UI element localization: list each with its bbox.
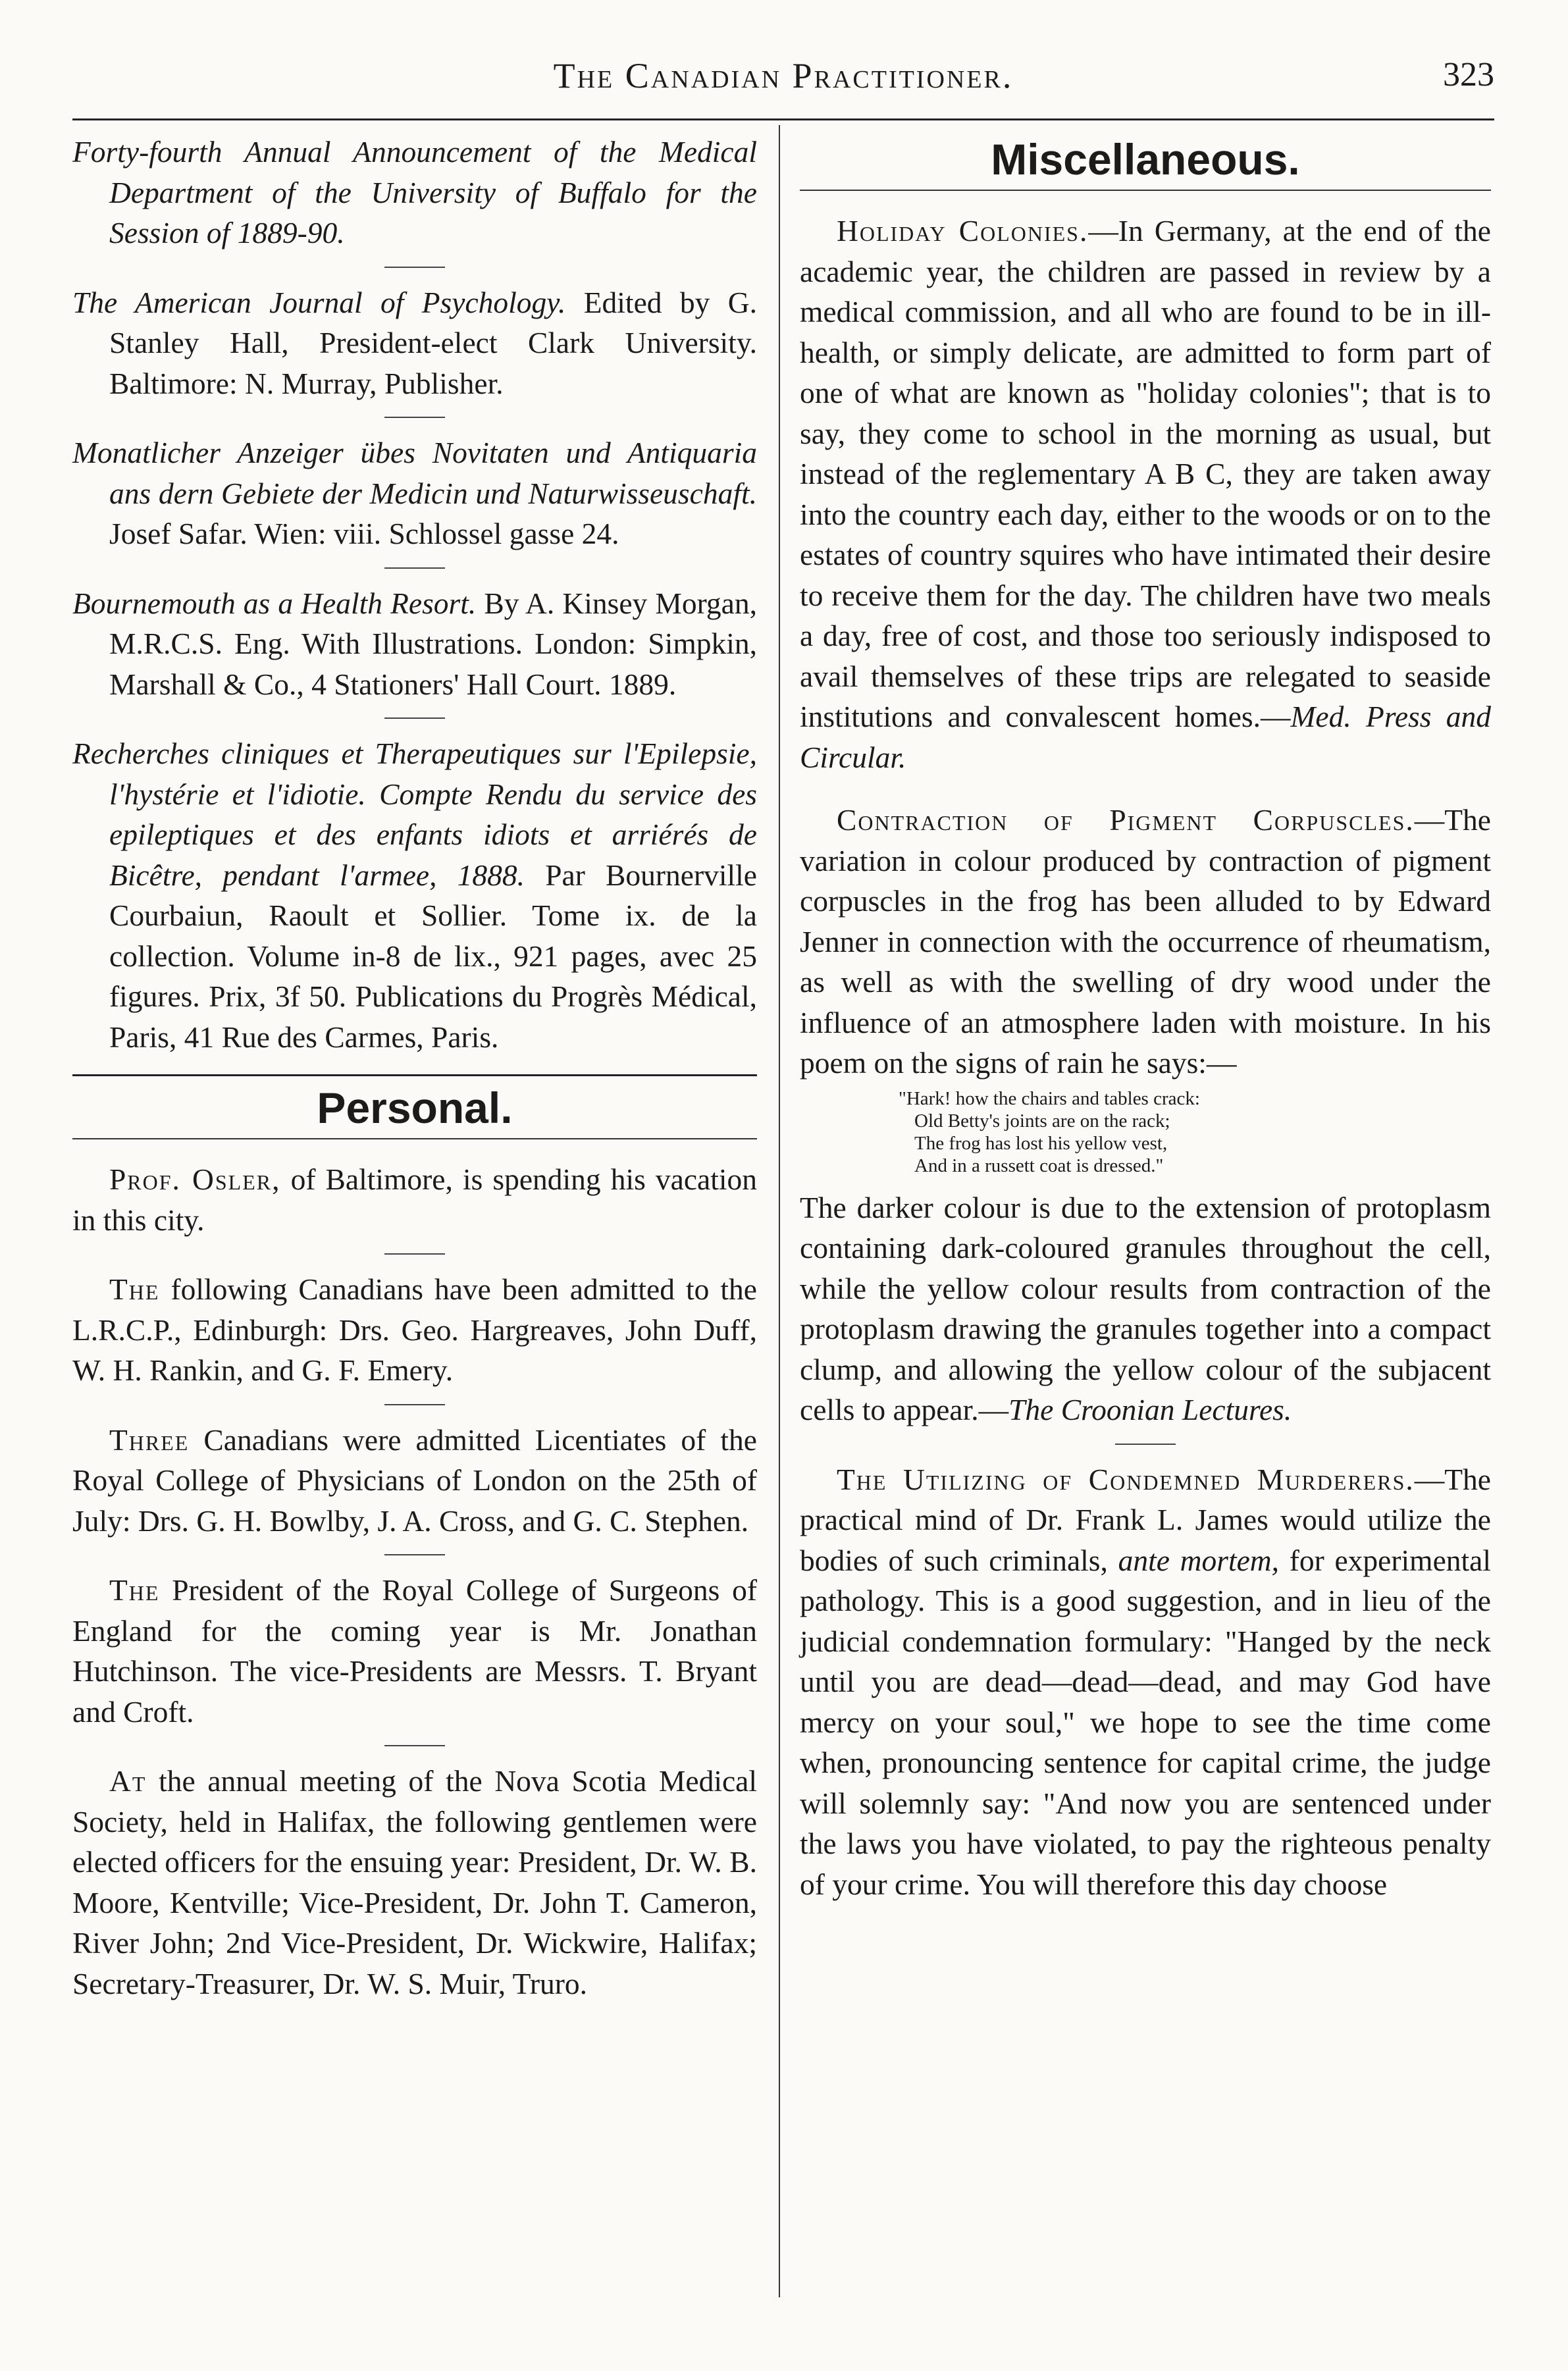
right-column <box>800 132 1491 1904</box>
article-lead: Holiday Colonies. <box>837 214 1089 248</box>
item-text: the annual meeting of the Nova Scotia Medical Society, held in Halifax, the following gentlemen were elected officers for the ensuing year: President, Dr. W. B. Moore, Kentville; Vice-President, Dr. John T. Cameron, River John; 2nd Vice-President, Dr. Wickwire, Halifax; Secretary-Treasurer, Dr. W. S. Muir, Truro. <box>72 1764 758 2000</box>
item-lead: At <box>109 1764 147 1798</box>
article-text: —The practical mind of Dr. Frank L. James would utilize the bodies of such criminals, <box>800 1462 1491 1577</box>
separator-rule <box>384 1745 445 1746</box>
article-text: —The variation in colour produced by contraction of pigment corpuscles in the frog has been alluded to by Edward Jenner in connection with the occurrence of rheumatism, as well as with the swelling of dry wood under the influence of an atmosphere laden with moisture. In his poem on the signs of rain he says:— <box>800 803 1491 1080</box>
separator-rule <box>384 1253 445 1255</box>
section-rule <box>72 1138 757 1139</box>
article-pigment-corpuscles <box>800 800 1491 1083</box>
book-title: The American Journal of Psychology. <box>72 285 566 319</box>
personal-item <box>72 1269 757 1391</box>
book-entry <box>72 282 757 404</box>
book-details: By A. Kinsey Morgan, M.R.C.S. Eng. With Illustrations. London: Simpkin, Marshall & Co., 4 Stationers' Hall Court. 1889. <box>109 586 757 701</box>
book-entry <box>72 733 757 1057</box>
article-text: The darker colour is due to the extension of protoplasm containing dark-coloured granules throughout the cell, while the yellow colour results from contraction of the protoplasm drawing the granules together into a compact clump, and allowing the yellow colour of the subjacent cells to appear.— <box>800 1190 1491 1426</box>
miscellaneous-heading: Miscellaneous. <box>991 135 1300 184</box>
separator-rule <box>384 567 445 569</box>
item-text: of Baltimore, is spending his vacation in this city. <box>72 1162 758 1237</box>
article-lead: Contraction of Pigment Corpuscles. <box>837 803 1415 837</box>
item-lead: The <box>109 1573 160 1607</box>
article-source: Med. Press and Circular. <box>800 700 1491 774</box>
header-rule <box>72 118 1494 120</box>
separator-rule <box>1115 1444 1176 1445</box>
book-title: Forty-fourth Annual Announcement of the Medical Department of the University of Buffalo for the Session of 1889-90. <box>72 135 757 249</box>
book-details: Josef Safar. Wien: viii. Schlossel gasse 24. <box>109 517 619 550</box>
book-entry <box>72 132 757 253</box>
separator-rule <box>384 267 445 268</box>
book-entry <box>72 432 757 554</box>
running-title: The Canadian Practitioner. <box>553 56 1014 95</box>
page-header <box>72 51 1494 111</box>
section-rule <box>72 1074 757 1076</box>
section-rule <box>800 190 1491 191</box>
left-column <box>72 132 757 2004</box>
article-lead: The Utilizing of Condemned Murderers. <box>837 1462 1415 1496</box>
book-entry <box>72 583 757 705</box>
poem-line: "Hark! how the chairs and tables crack: <box>899 1087 1200 1109</box>
item-text: following Canadians have been admitted to the L.R.C.P., Edinburgh: Drs. Geo. Hargreaves, John Duff, W. H. Rankin, and G. F. Emery. <box>72 1272 757 1387</box>
personal-item <box>72 1420 757 1542</box>
article-italic-phrase: ante mortem, <box>1118 1543 1280 1577</box>
book-details: Edited by G. Stanley Hall, President-elect Clark University. Baltimore: N. Murray, Publisher. <box>109 285 758 400</box>
personal-item <box>72 1570 757 1732</box>
article-condemned-murderers <box>800 1459 1491 1905</box>
article-source: The Croonian Lectures. <box>1008 1393 1292 1426</box>
item-text: President of the Royal College of Surgeons of England for the coming year is Mr. Jonathan Hutchinson. The vice-Presidents are Messrs. T. Bryant and Croft. <box>72 1573 758 1729</box>
article-holiday-colonies <box>800 211 1491 777</box>
article-continuation <box>800 1187 1491 1430</box>
item-text: Canadians were admitted Licentiates of the Royal College of Physicians of London on the 25th of July: Drs. G. H. Bowlby, J. A. Cross, and G. C. Stephen. <box>72 1422 757 1538</box>
poem-line: The frog has lost his yellow vest, <box>914 1132 1168 1154</box>
page-number: 323 <box>1443 56 1494 93</box>
item-lead: Three <box>109 1422 190 1457</box>
article-text: —In Germany, at the end of the academic year, the children are passed in review by a medical commission, and all who are found to be in ill-health, or simply delicate, are admitted to form part of one of what are known as "holiday colonies"; that is to say, they come to school in the morning as usual, but instead of the reglementary A B C, they are taken away into the country each day, either to the woods or on to the estates of country squires who have intimated their desire to receive them for the day. The children have two meals a day, free of cost, and those too seriously indisposed to avail themselves of these trips are relegated to seaside institutions and convalescent homes.— <box>800 214 1491 733</box>
item-lead: Prof. Osler, <box>109 1162 281 1196</box>
column-divider <box>779 125 780 2297</box>
personal-item <box>72 1761 757 2004</box>
article-text: for experimental pathology. This is a good suggestion, and in lieu of the judicial condemnation formulary: "Hanged by the neck until you are dead—dead—dead, and may God have mercy on your soul," we hope to see the time come when, pronouncing sentence for capital crime, the judge will solemnly say: "And now you are sentenced under the laws you have violated, to pay the righteous penalty of your crime. You will therefore this day choose <box>800 1543 1491 1901</box>
poem-line: Old Betty's joints are on the rack; <box>914 1110 1170 1132</box>
item-lead: The <box>109 1272 160 1306</box>
separator-rule <box>384 717 445 719</box>
poem-line: And in a russett coat is dressed." <box>914 1155 1164 1176</box>
personal-item <box>72 1159 757 1240</box>
separator-rule <box>384 1554 445 1555</box>
personal-heading: Personal. <box>317 1083 513 1132</box>
book-details: Par Bournerville Courbaiun, Raoult et Sollier. Tome ix. de la collection. Volume in-8 de lix., 921 pages, avec 25 figures. Prix, 3f 50. Publications du Progrès Médical, Paris, 41 Rue des Carmes, Paris. <box>109 858 758 1054</box>
separator-rule <box>384 417 445 418</box>
separator-rule <box>384 1404 445 1405</box>
book-title: Recherches cliniques et Therapeutiques sur l'Epilepsie, l'hystérie et l'idiotie. Compte Rendu du service des epileptiques et des enfants idiots et arriérés de Bicêtre, pendant l'armee, 1888. <box>72 737 757 892</box>
book-title: Monatlicher Anzeiger übes Novitaten und Antiquaria ans dern Gebiete der Medicin und Naturwisseuschaft. <box>72 436 757 510</box>
poem-quote <box>899 1087 1491 1177</box>
book-title: Bournemouth as a Health Resort. <box>72 586 477 620</box>
